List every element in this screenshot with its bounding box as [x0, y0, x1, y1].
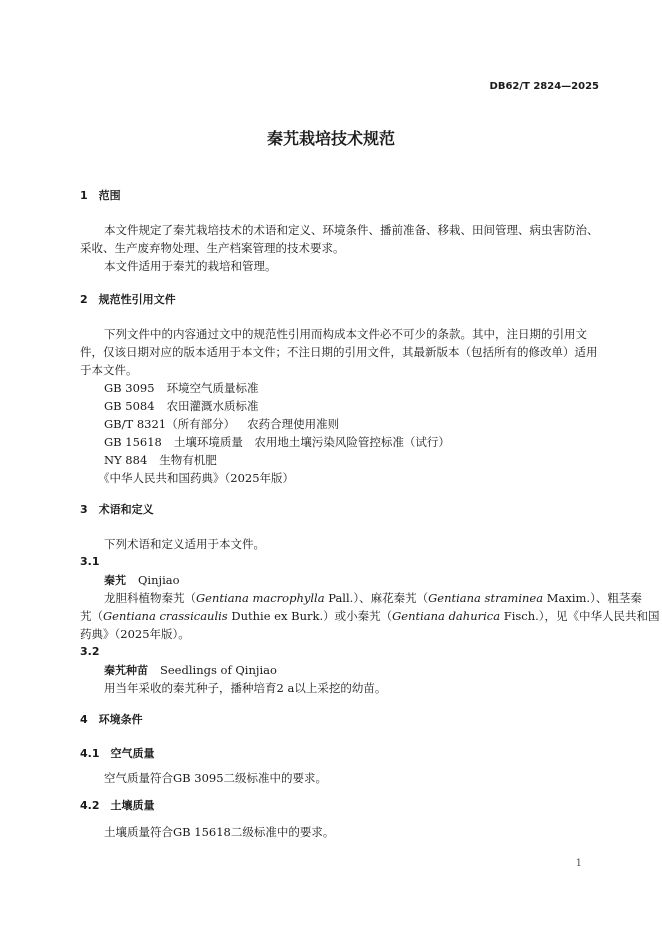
latin-name: Gentiana crassicaulis [103, 609, 228, 623]
term-3-1-definition-line-1 [104, 590, 642, 606]
reference-title: 《中华人民共和国药典》（2025年版） [98, 471, 295, 485]
term-3-2 [104, 662, 277, 679]
definition-text: Fisch.），见《中华人民共和国 [500, 609, 660, 623]
reference-code: GB/T 8321（所有部分） [104, 417, 236, 431]
reference-title: 农田灌溉水质标准 [166, 399, 259, 413]
definition-text: Maxim.）、粗茎秦 [543, 591, 642, 605]
latin-name: Gentiana macrophylla [196, 591, 325, 605]
normative-paragraph-line-1: 下列文件中的内容通过文中的规范性引用而构成本文件必不可少的条款。其中，注日期的引用文 [104, 327, 587, 341]
section-3-heading: 3 术语和定义 [80, 503, 154, 516]
latin-name: Gentiana straminea [428, 591, 544, 605]
term-3-2-name: 秦艽种苗 [104, 664, 148, 677]
soil-quality-requirement: 土壤质量符合GB 15618二级标准中的要求。 [104, 825, 335, 839]
page-number: 1 [575, 858, 582, 869]
term-3-1 [104, 572, 180, 589]
reference-code: NY 884 [104, 453, 148, 467]
term-3-1-definition-line-3: 药典》（2025年版）。 [80, 627, 190, 641]
section-2-heading: 2 规范性引用文件 [80, 293, 176, 306]
term-3-1-number: 3.1 [80, 555, 100, 568]
latin-name: Gentiana dahurica [392, 609, 501, 623]
scope-paragraph-line-1: 本文件规定了秦艽栽培技术的术语和定义、环境条件、播前准备、移栽、田间管理、病虫害防治、 [104, 223, 599, 237]
term-3-2-english: Seedlings of Qinjiao [160, 663, 277, 677]
normative-paragraph-line-2: 件，仅该日期对应的版本适用于本文件；不注日期的引用文件，其最新版本（包括所有的修改单）适用 [80, 345, 598, 359]
reference-item [104, 416, 339, 432]
definition-text: 龙胆科植物秦艽（ [104, 591, 196, 605]
reference-item [98, 470, 294, 486]
reference-item [104, 452, 217, 468]
reference-title: 农药合理使用准则 [247, 417, 340, 431]
reference-code: GB 5084 [104, 399, 155, 413]
term-3-2-number: 3.2 [80, 645, 100, 658]
definition-text: 艽（ [80, 609, 103, 623]
terms-intro: 下列术语和定义适用于本文件。 [104, 537, 265, 551]
term-3-1-english: Qinjiao [138, 573, 180, 587]
reference-title: 生物有机肥 [159, 453, 217, 467]
section-4-2-heading: 4.2 土壤质量 [80, 799, 155, 812]
document-title: 秦艽栽培技术规范 [266, 129, 395, 148]
scope-applicability: 本文件适用于秦艽的栽培和管理。 [104, 259, 277, 273]
reference-title: 环境空气质量标准 [166, 381, 259, 395]
air-quality-requirement: 空气质量符合GB 3095二级标准中的要求。 [104, 771, 328, 785]
reference-title: 土壤环境质量 农用地土壤污染风险管控标准（试行） [173, 435, 450, 449]
section-4-heading: 4 环境条件 [80, 713, 143, 726]
reference-code: GB 15618 [104, 435, 162, 449]
reference-item [104, 398, 259, 414]
standard-number: DB62/T 2824—2025 [489, 81, 599, 92]
definition-text: Pall.）、麻花秦艽（ [324, 591, 429, 605]
term-3-1-name: 秦艽 [104, 574, 126, 587]
reference-item [104, 434, 450, 450]
reference-item [104, 380, 259, 396]
section-1-heading: 1 范围 [80, 189, 121, 202]
term-3-1-definition-line-2 [80, 608, 660, 624]
section-4-1-heading: 4.1 空气质量 [80, 747, 155, 760]
term-3-2-definition: 用当年采收的秦艽种子，播种培育2 a以上采挖的幼苗。 [104, 681, 387, 695]
definition-text: Duthie ex Burk.）或小秦艽（ [227, 609, 393, 623]
scope-paragraph-line-2: 采收、生产废弃物处理、生产档案管理的技术要求。 [80, 241, 345, 255]
normative-paragraph-line-3: 于本文件。 [80, 363, 138, 377]
reference-code: GB 3095 [104, 381, 155, 395]
